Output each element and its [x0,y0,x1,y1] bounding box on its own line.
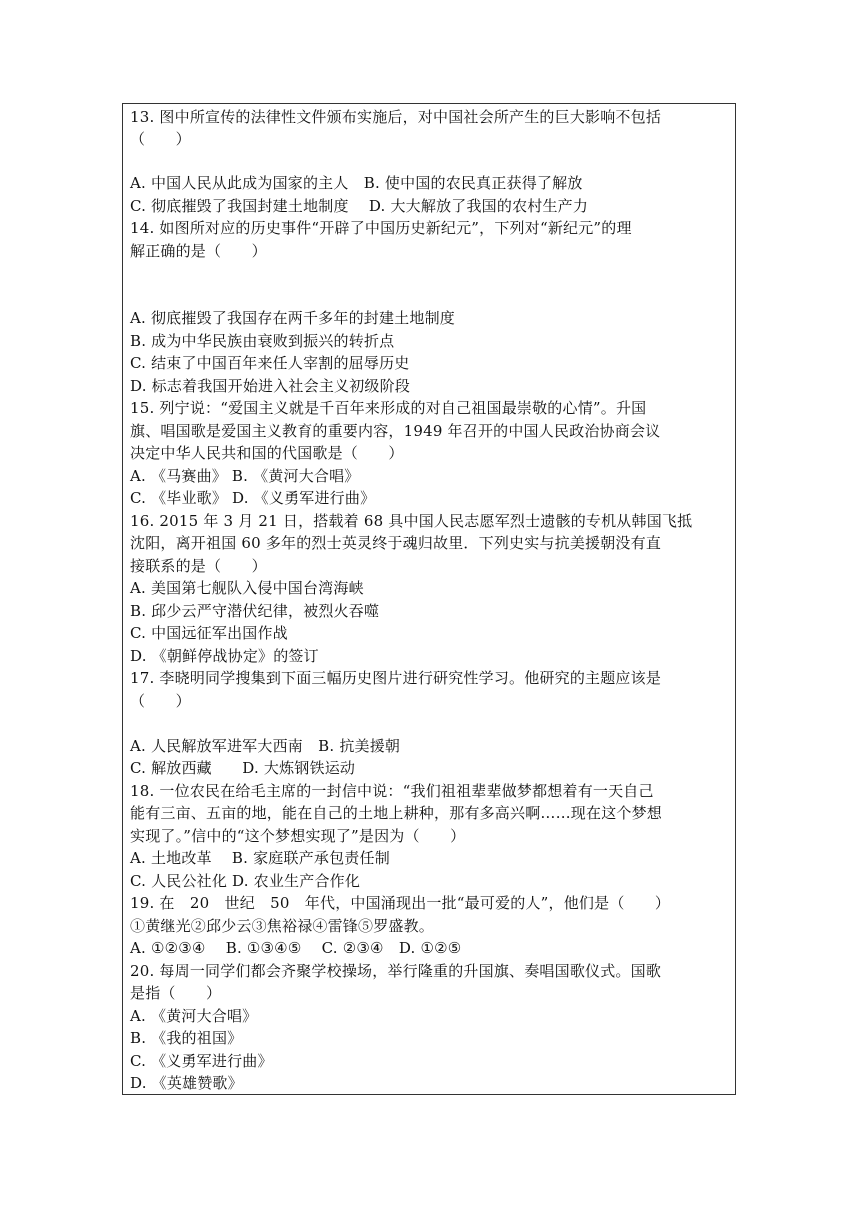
text-line: C. 《义勇军进行曲》 [130,1052,273,1070]
text-line: D. 标志着我国开始进入社会主义初级阶段 [130,377,411,395]
text-line: 接联系的是（ ） [130,557,267,575]
text-line: 18. 一位农民在给毛主席的一封信中说：“我们祖祖辈辈做梦都想着有一天自己 [130,782,654,800]
text-line: D. 《朝鲜停战协定》的签订 [130,647,319,665]
text-line: B. 成为中华民族由衰败到振兴的转折点 [130,332,395,350]
text-line: 15. 列宁说：“爱国主义就是千百年来形成的对自己祖国最崇敬的心情”。升国 [130,399,647,417]
text-line: （ ） [130,130,191,148]
text-line: A. ①②③④ B. ①③④⑤ C. ②③④ D. ①②⑤ [130,939,462,957]
text-line: 决定中华人民共和国的代国歌是（ ） [130,444,404,462]
text-line: C. 彻底摧毁了我国封建土地制度 D. 大大解放了我国的农村生产力 [130,197,589,215]
text-line: 是指（ ） [130,984,222,1002]
text-line: C. 解放西藏 D. 大炼钢铁运动 [130,759,356,777]
text-line: 16. 2015 年 3 月 21 日，搭载着 68 具中国人民志愿军烈士遗骸的专机从韩国飞抵 [130,512,693,530]
text-line: C. 中国远征军出国作战 [130,624,288,642]
text-line: A. 中国人民从此成为国家的主人 B. 使中国的农民真正获得了解放 [130,174,583,192]
text-line: A. 人民解放军进军大西南 B. 抗美援朝 [130,737,401,755]
text-line: A. 土地改革 B. 家庭联产承包责任制 [130,849,390,867]
text-line: A. 美国第七舰队入侵中国台湾海峡 [130,579,364,597]
text-line: （ ） [130,692,191,710]
text-line: 实现了。”信中的“这个梦想实现了”是因为（ ） [130,827,466,845]
text-line: 20. 每周一同学们都会齐聚学校操场，举行隆重的升国旗、奏唱国歌仪式。国歌 [130,962,662,980]
text-line: 解正确的是（ ） [130,242,267,260]
text-line: C. 人民公社化 D. 农业生产合作化 [130,872,361,890]
text-line: 能有三亩、五亩的地，能在自己的土地上耕种，那有多高兴啊……现在这个梦想 [130,804,663,822]
text-line: B. 《我的祖国》 [130,1029,243,1047]
text-line: 13. 图中所宣传的法律性文件颁布实施后，对中国社会所产生的巨大影响不包括 [130,108,662,126]
text-line: 19. 在 20 世纪 50 年代，中国涌现出一批“最可爱的人”，他们是（ ） [130,894,671,912]
text-line: A. 彻底摧毁了我国存在两千多年的封建土地制度 [130,309,455,327]
text-line: 旗、唱国歌是爱国主义教育的重要内容，1949 年召开的中国人民政治协商会议 [130,422,661,440]
text-line: A. 《黄河大合唱》 [130,1007,258,1025]
text-line: 17. 李晓明同学搜集到下面三幅历史图片进行研究性学习。他研究的主题应该是 [130,669,662,687]
text-line: 14. 如图所对应的历史事件“开辟了中国历史新纪元”，下列对“新纪元”的理 [130,219,632,237]
text-line: C. 《毕业歌》 D. 《义勇军进行曲》 [130,489,376,507]
text-line: ①黄继光②邱少云③焦裕禄④雷锋⑤罗盛教。 [130,917,435,935]
text-line: A. 《马赛曲》 B. 《黄河大合唱》 [130,467,360,485]
text-line: B. 邱少云严守潜伏纪律，被烈火吞噬 [130,602,380,620]
text-line: D. 《英雄赞歌》 [130,1074,243,1092]
text-line: 沈阳，离开祖国 60 多年的烈士英灵终于魂归故里．下列史实与抗美援朝没有直 [130,534,662,552]
text-line: C. 结束了中国百年来任人宰割的屈辱历史 [130,354,410,372]
